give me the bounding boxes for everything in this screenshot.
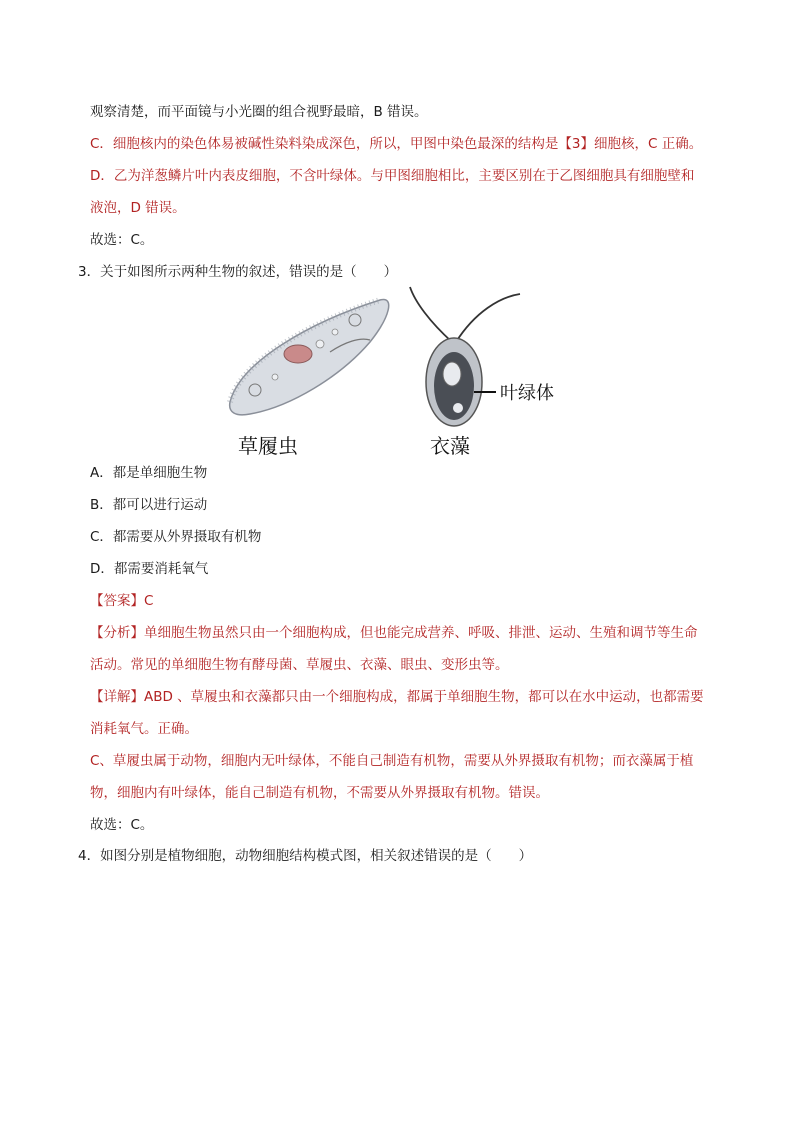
analysis-text-1: 单细胞生物虽然只由一个细胞构成，但也能完成营养、呼吸、排泄、运动、生殖和调节等生命	[144, 625, 698, 641]
detail-line-2: 消耗氧气。正确。	[90, 721, 198, 737]
question-3-figure	[220, 282, 580, 462]
prev-answer-line-1: 观察清楚，而平面镜与小光圈的组合视野最暗，B 错误。	[90, 104, 428, 120]
prev-answer-conclusion: 故选：C。	[90, 232, 154, 248]
prev-answer-line-2: C．细胞核内的染色体易被碱性染料染成深色，所以，甲图中染色最深的结构是【3】细胞核，C 正确。	[90, 136, 703, 152]
q3-conclusion: 故选：C。	[90, 817, 154, 833]
option-a: A．都是单细胞生物	[90, 465, 208, 481]
detail-tag: 【详解】	[90, 689, 144, 705]
analysis-tag: 【分析】	[90, 625, 144, 641]
analysis-line-1	[90, 623, 698, 643]
answer-value: C	[144, 593, 154, 609]
detail-text-1: ABD 、草履虫和衣藻都只由一个细胞构成，都属于单细胞生物，都可以在水中运动，也都需要	[144, 689, 704, 705]
question-3-stem: 3．关于如图所示两种生物的叙述，错误的是（ ）	[78, 264, 398, 280]
caption-chlamydomonas: 衣藻	[430, 434, 470, 458]
answer-tag: 【答案】	[90, 593, 144, 609]
option-c: C．都需要从外界摄取有机物	[90, 529, 262, 545]
caption-paramecium: 草履虫	[238, 434, 298, 458]
answer-line	[90, 591, 153, 611]
detail-line-3: C、草履虫属于动物，细胞内无叶绿体，不能自己制造有机物，需要从外界摄取有机物；而衣藻属于植	[90, 753, 694, 769]
option-d: D．都需要消耗氧气	[90, 561, 209, 577]
prev-answer-line-4: 液泡，D 错误。	[90, 200, 186, 216]
detail-line-4: 物，细胞内有叶绿体，能自己制造有机物，不需要从外界摄取有机物。错误。	[90, 785, 549, 801]
chlamydomonas-illustration	[410, 287, 520, 426]
detail-line-1	[90, 687, 704, 707]
option-b: B．都可以进行运动	[90, 497, 208, 513]
question-4-stem: 4．如图分别是植物细胞，动物细胞结构模式图，相关叙述错误的是（ ）	[78, 848, 533, 864]
prev-answer-line-3: D．乙为洋葱鳞片叶内表皮细胞，不含叶绿体。与甲图细胞相比，主要区别在于乙图细胞具有细胞壁和	[90, 168, 695, 184]
paramecium-illustration	[230, 300, 389, 415]
label-chloroplast: 叶绿体	[500, 383, 554, 404]
analysis-line-2: 活动。常见的单细胞生物有酵母菌、草履虫、衣藻、眼虫、变形虫等。	[90, 657, 509, 673]
